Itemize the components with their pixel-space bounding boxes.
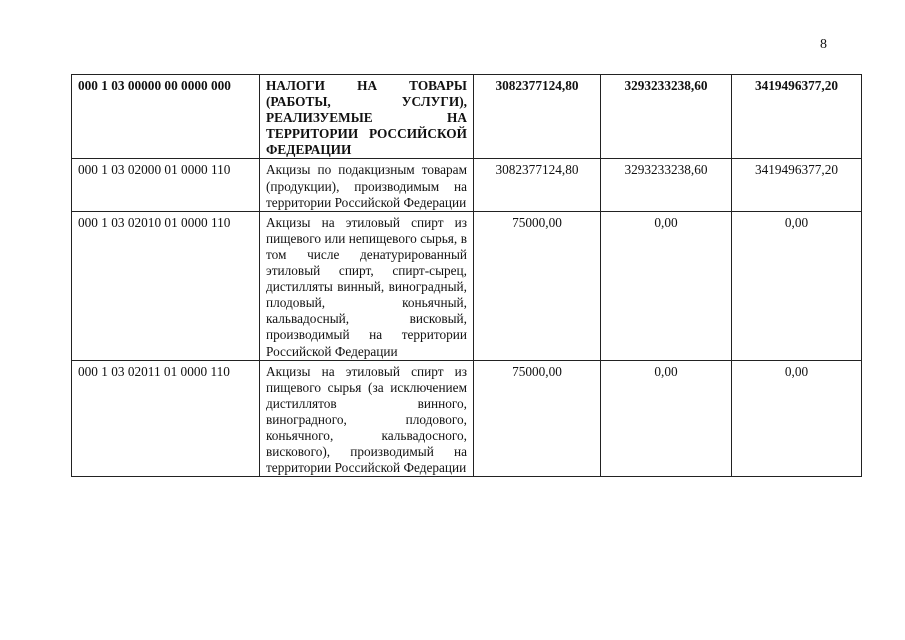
table-row xyxy=(72,360,862,477)
budget-code-cell: 000 1 03 02000 01 0000 110 xyxy=(72,159,260,211)
revenue-name-cell: Акцизы по подакцизным товарам (продукции), производимым на территории Российской Федерации xyxy=(260,159,474,211)
budget-code-cell: 000 1 03 02010 01 0000 110 xyxy=(72,211,260,360)
amount-year-2-cell: 3293233238,60 xyxy=(601,159,732,211)
revenue-name-cell: Акцизы на этиловый спирт из пищевого сырья (за исключением дистиллятов винного, виноградного, плодового, коньячного, кальвадосного, вискового), производимый на территории Российской Федерации xyxy=(260,360,474,477)
amount-year-1-cell: 75000,00 xyxy=(474,360,601,477)
table-row xyxy=(72,75,862,159)
amount-year-1-cell: 3082377124,80 xyxy=(474,159,601,211)
amount-year-2-cell: 0,00 xyxy=(601,360,732,477)
page-number: 8 xyxy=(820,37,827,52)
amount-year-3-cell: 3419496377,20 xyxy=(732,159,862,211)
amount-year-2-cell: 0,00 xyxy=(601,211,732,360)
amount-year-3-cell: 0,00 xyxy=(732,360,862,477)
amount-year-1-cell: 75000,00 xyxy=(474,211,601,360)
budget-code-cell: 000 1 03 02011 01 0000 110 xyxy=(72,360,260,477)
revenue-name-cell: НАЛОГИ НА ТОВАРЫ (РАБОТЫ, УСЛУГИ), РЕАЛИЗУЕМЫЕ НА ТЕРРИТОРИИ РОССИЙСКОЙ ФЕДЕРАЦИИ xyxy=(260,75,474,159)
amount-year-2-cell: 3293233238,60 xyxy=(601,75,732,159)
budget-code-cell: 000 1 03 00000 00 0000 000 xyxy=(72,75,260,159)
amount-year-1-cell: 3082377124,80 xyxy=(474,75,601,159)
budget-revenue-table xyxy=(71,74,862,477)
table-row xyxy=(72,159,862,211)
table-row xyxy=(72,211,862,360)
amount-year-3-cell: 3419496377,20 xyxy=(732,75,862,159)
revenue-name-cell: Акцизы на этиловый спирт из пищевого или непищевого сырья, в том числе денатурированный этиловый спирт, спирт-сырец, дистилляты винный, виноградный, плодовый, коньячный, кальвадосный, висковый, производимый на территории Российской Федерации xyxy=(260,211,474,360)
amount-year-3-cell: 0,00 xyxy=(732,211,862,360)
